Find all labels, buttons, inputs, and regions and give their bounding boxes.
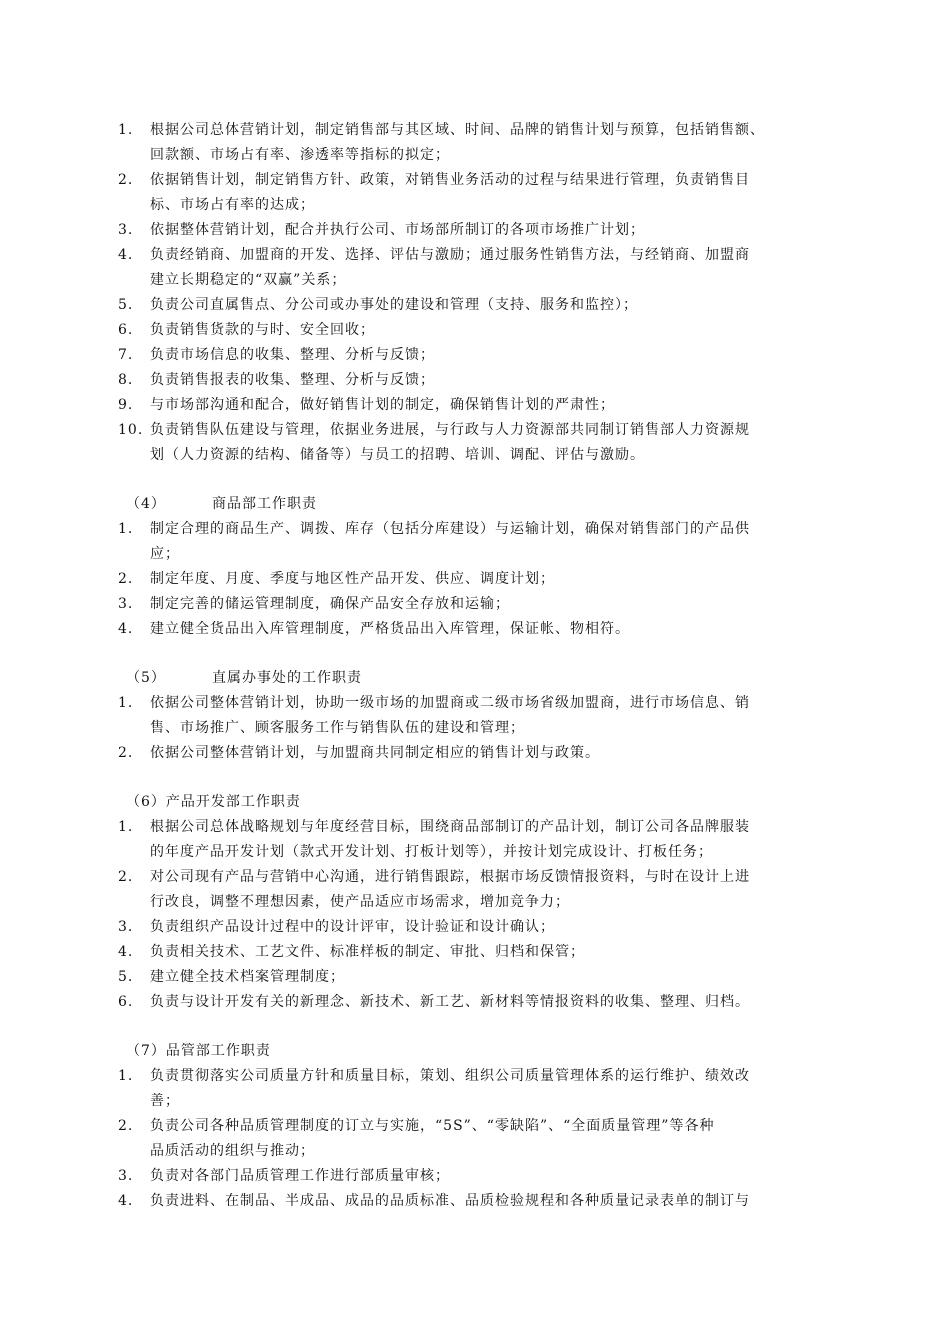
text-line: 制定完善的储运管理制度，确保产品安全存放和运输；: [150, 596, 510, 612]
list-item-number: 9.: [118, 397, 134, 413]
list-item-text: [150, 691, 850, 741]
section-4: [0, 790, 950, 1015]
section-heading-title: 产品开发部工作职责: [165, 794, 301, 810]
list-item-number: 1.: [118, 695, 134, 711]
list-item-text: [150, 517, 850, 567]
list-item-number: 2.: [118, 571, 134, 587]
list-item-text: [150, 418, 850, 468]
section-heading-title: 直属办事处的工作职责: [212, 670, 362, 686]
list-item: [0, 865, 950, 915]
list-item-text: [150, 741, 850, 766]
list-item-text: [150, 318, 850, 343]
text-line: 负责销售报表的收集、整理、分析与反馈；: [150, 372, 435, 388]
list-item: [0, 218, 950, 243]
list-item-number: 4.: [118, 621, 134, 637]
list-item-text: [150, 393, 850, 418]
list-item: [0, 940, 950, 965]
text-line: 制定合理的商品生产、调拨、库存（包括分库建设）与运输计划，确保对销售部门的产品供: [150, 521, 750, 537]
section-1: [0, 118, 950, 468]
list-item: [0, 990, 950, 1015]
list-item: [0, 1189, 950, 1214]
list-item-number: 3.: [118, 596, 134, 612]
list-item-text: [150, 915, 850, 940]
section-heading-number: （6）: [126, 794, 166, 810]
text-line: 制定年度、月度、季度与地区性产品开发、供应、调度计划；: [150, 571, 555, 587]
list-item-text: [150, 218, 850, 243]
list-item-text: [150, 965, 850, 990]
list-item-number: 5.: [118, 297, 134, 313]
section-heading-number: （4）: [126, 496, 166, 512]
list-item-text: [150, 1064, 850, 1114]
list-item-text: [150, 617, 850, 642]
list-item-number: 10.: [118, 422, 144, 438]
text-line: 应；: [150, 546, 180, 562]
section-heading: [0, 492, 950, 517]
text-line: 根据公司总体营销计划，制定销售部与其区域、时间、品牌的销售计划与预算，包括销售额、: [150, 122, 765, 138]
list-item-text: [150, 815, 850, 865]
list-item: [0, 567, 950, 592]
list-item: [0, 915, 950, 940]
list-item-number: 1.: [118, 819, 134, 835]
list-item: [0, 1164, 950, 1189]
list-item-text: [150, 990, 850, 1015]
text-line: 负责进料、在制品、半成品、成品的品质标准、品质检验规程和各种质量记录表单的制订与: [150, 1193, 750, 1209]
section-spacer: [0, 642, 950, 666]
list-item: [0, 118, 950, 168]
list-item-text: [150, 343, 850, 368]
list-item: [0, 592, 950, 617]
list-item-number: 4.: [118, 944, 134, 960]
section-heading-title: 商品部工作职责: [212, 496, 317, 512]
list-item-text: [150, 368, 850, 393]
list-item: [0, 318, 950, 343]
text-line: 负责贯彻落实公司质量方针和质量目标，策划、组织公司质量管理体系的运行维护、绩效改: [150, 1068, 750, 1084]
text-line: 与市场部沟通和配合，做好销售计划的制定，确保销售计划的严肃性；: [150, 397, 615, 413]
section-3: [0, 666, 950, 766]
list-item: [0, 1064, 950, 1114]
text-line: 依据整体营销计划，配合并执行公司、市场部所制订的各项市场推广计划；: [150, 222, 645, 238]
text-line: 行改良，调整不理想因素，使产品适应市场需求，增加竞争力；: [150, 894, 570, 910]
list-item: [0, 617, 950, 642]
list-item-number: 2.: [118, 1118, 134, 1134]
section-heading: [0, 666, 950, 691]
text-line: 建立健全货品出入库管理制度，严格货品出入库管理，保证帐、物相符。: [150, 621, 630, 637]
list-item-text: [150, 1189, 850, 1214]
list-item-text: [150, 118, 850, 168]
list-item-number: 4.: [118, 1193, 134, 1209]
list-item-text: [150, 293, 850, 318]
text-line: 依据公司整体营销计划，协助一级市场的加盟商或二级市场省级加盟商，进行市场信息、销: [150, 695, 750, 711]
list-item: [0, 368, 950, 393]
list-item-text: [150, 567, 850, 592]
section-spacer: [0, 468, 950, 492]
text-line: 的年度产品开发计划（款式开发计划、打板计划等），并按计划完成设计、打板任务；: [150, 844, 713, 860]
list-item-number: 5.: [118, 969, 134, 985]
section-2: [0, 492, 950, 642]
text-line: 对公司现有产品与营销中心沟通，进行销售跟踪，根据市场反馈情报资料，与时在设计上进: [150, 869, 750, 885]
list-item-number: 2.: [118, 869, 134, 885]
list-item-number: 3.: [118, 222, 134, 238]
list-item-text: [150, 243, 850, 293]
list-item: [0, 393, 950, 418]
list-item-number: 2.: [118, 745, 134, 761]
text-line: 负责组织产品设计过程中的设计评审，设计验证和设计确认；: [150, 919, 555, 935]
text-line: 依据公司整体营销计划，与加盟商共同制定相应的销售计划与政策。: [150, 745, 600, 761]
list-item: [0, 691, 950, 741]
list-item-number: 6.: [118, 322, 134, 338]
list-item-number: 8.: [118, 372, 134, 388]
section-heading: [0, 790, 950, 815]
text-line: 负责相关技术、工艺文件、标准样板的制定、审批、归档和保管；: [150, 944, 585, 960]
section-heading-title: 品管部工作职责: [165, 1043, 271, 1059]
text-line: 负责销售队伍建设与管理，依据业务进展，与行政与人力资源部共同制订销售部人力资源规: [150, 422, 750, 438]
section-heading-number: （5）: [126, 670, 166, 686]
list-item-number: 1.: [118, 1068, 134, 1084]
text-line: 负责对各部门品质管理工作进行部质量审核；: [150, 1168, 450, 1184]
list-item-text: [150, 1164, 850, 1189]
section-spacer: [0, 1015, 950, 1039]
list-item-text: [150, 865, 850, 915]
text-line: 负责公司直属售点、分公司或办事处的建设和管理（支持、服务和监控）；: [150, 297, 638, 313]
text-line: 负责销售货款的与时、安全回收；: [150, 322, 375, 338]
list-item: [0, 741, 950, 766]
text-line: 回款额、市场占有率、渗透率等指标的拟定；: [150, 147, 450, 163]
list-item-text: [150, 168, 850, 218]
list-item: [0, 418, 950, 468]
text-line: 建立健全技术档案管理制度；: [150, 969, 345, 985]
text-line: 负责公司各种品质管理制度的订立与实施，“5S”、“零缺陷”、“全面质量管理”等各种: [150, 1118, 715, 1134]
document-page: [0, 118, 950, 1214]
list-item: [0, 293, 950, 318]
section-5: [0, 1039, 950, 1214]
list-item: [0, 965, 950, 990]
text-line: 售、市场推广、顾客服务工作与销售队伍的建设和管理；: [150, 720, 525, 736]
text-line: 标、市场占有率的达成；: [150, 197, 315, 213]
section-heading-number: （7）: [126, 1043, 166, 1059]
list-item-text: [150, 940, 850, 965]
list-item-number: 2.: [118, 172, 134, 188]
text-line: 品质活动的组织与推动；: [150, 1143, 315, 1159]
list-item: [0, 815, 950, 865]
text-line: 负责经销商、加盟商的开发、选择、评估与激励；通过服务性销售方法，与经销商、加盟商: [150, 247, 750, 263]
list-item-text: [150, 592, 850, 617]
section-heading: [0, 1039, 950, 1064]
text-line: 负责市场信息的收集、整理、分析与反馈；: [150, 347, 435, 363]
section-spacer: [0, 766, 950, 790]
list-item-number: 1.: [118, 122, 134, 138]
list-item-number: 3.: [118, 1168, 134, 1184]
list-item: [0, 243, 950, 293]
list-item-number: 4.: [118, 247, 134, 263]
list-item: [0, 517, 950, 567]
text-line: 根据公司总体战略规划与年度经营目标，围绕商品部制订的产品计划，制订公司各品牌服装: [150, 819, 750, 835]
list-item-number: 3.: [118, 919, 134, 935]
list-item-number: 6.: [118, 994, 134, 1010]
text-line: 建立长期稳定的“双赢”关系；: [150, 272, 347, 288]
list-item: [0, 1114, 950, 1164]
text-line: 划（人力资源的结构、储备等）与员工的招聘、培训、调配、评估与激励。: [150, 447, 645, 463]
text-line: 负责与设计开发有关的新理念、新技术、新工艺、新材料等情报资料的收集、整理、归档。: [150, 994, 750, 1010]
list-item-text: [150, 1114, 850, 1164]
text-line: 依据销售计划，制定销售方针、政策，对销售业务活动的过程与结果进行管理，负责销售目: [150, 172, 750, 188]
text-line: 善；: [150, 1093, 180, 1109]
list-item-number: 7.: [118, 347, 134, 363]
list-item: [0, 343, 950, 368]
list-item: [0, 168, 950, 218]
list-item-number: 1.: [118, 521, 134, 537]
